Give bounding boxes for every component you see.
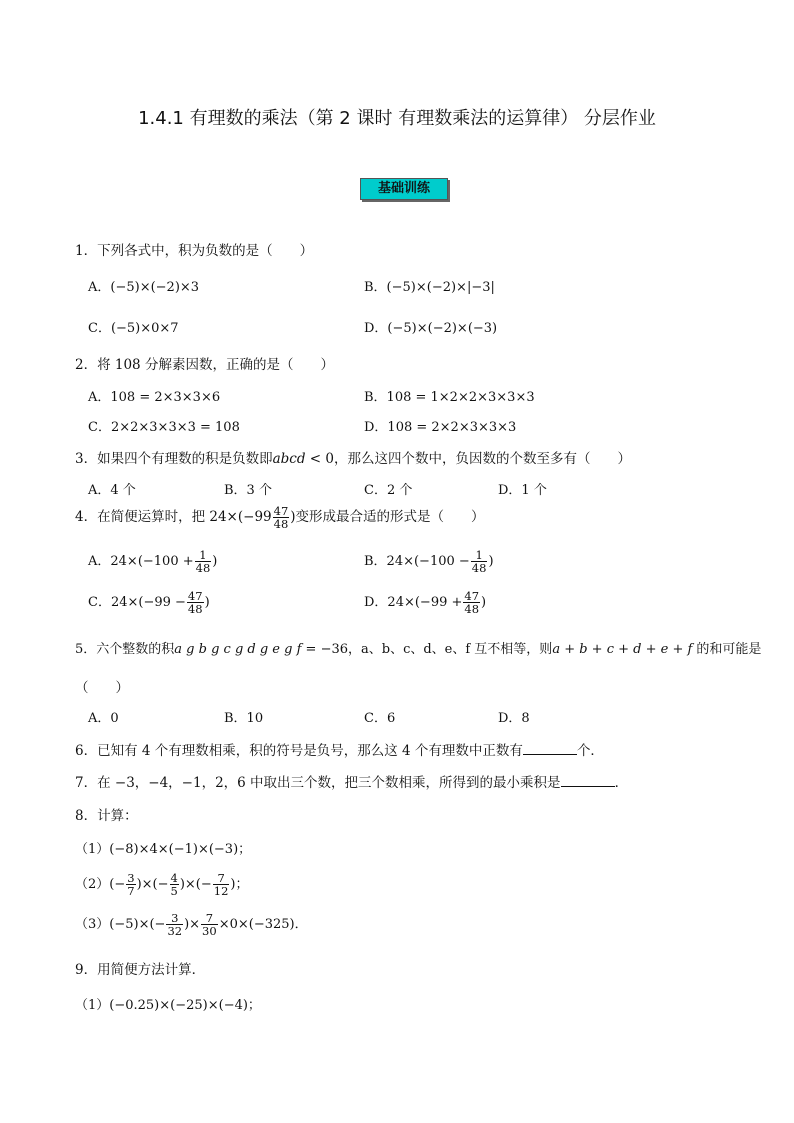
- page-title: 1.4.1 有理数的乘法（第 2 课时 有理数乘法的运算律） 分层作业: [138, 108, 656, 129]
- question-3-option-c: C．2 个: [364, 483, 413, 498]
- fraction-numerator: 7: [201, 912, 218, 925]
- option-fraction: [195, 549, 212, 574]
- option-text: C．24×(−99 −: [88, 595, 186, 611]
- expr-text: )×(−: [179, 877, 212, 893]
- option-close: ): [204, 595, 210, 611]
- question-4-fraction: [273, 505, 290, 530]
- question-7: [75, 771, 628, 791]
- fraction-denominator: 12: [213, 884, 229, 899]
- question-1-option-b: B．(−5)×(−2)×|−3|: [364, 280, 495, 295]
- question-3-stem-text-b: < 0，那么这四个数中，负因数的个数至多有（ ）: [305, 451, 631, 467]
- fraction-numerator: 47: [187, 589, 203, 603]
- question-8-part-1: （1）(−8)×4×(−1)×(−3)；: [75, 842, 252, 857]
- answer-blank[interactable]: [561, 774, 615, 787]
- expr-fraction: [126, 872, 135, 897]
- expr-text: )×(−: [136, 877, 169, 893]
- question-4-stem: [75, 505, 485, 530]
- expr-text: （2）(−: [75, 877, 126, 893]
- fraction-denominator: 48: [471, 561, 487, 576]
- expr-text: （3）(−5)×(−: [75, 917, 166, 933]
- fraction-numerator: 3: [166, 912, 183, 925]
- fraction-denominator: 7: [127, 884, 135, 899]
- question-3-option-b: B．3 个: [224, 483, 272, 498]
- question-5-stem-text-b: = −36，a、b、c、d、e、f 互不相等，则: [301, 642, 553, 657]
- fraction-denominator: 48: [273, 517, 289, 532]
- fraction-numerator: 1: [471, 549, 488, 562]
- fraction-denominator: 48: [195, 561, 211, 576]
- question-5-stem-text-a: 5．六个整数的积: [75, 642, 175, 657]
- fraction-numerator: 3: [127, 871, 135, 885]
- question-5-option-c: C．6: [364, 711, 396, 726]
- question-1-option-a: A．(−5)×(−2)×3: [88, 280, 200, 295]
- option-close: ): [212, 554, 218, 570]
- expr-fraction: [213, 872, 230, 897]
- question-7-text: 7．在 −3，−4，−1，2，6 中取出三个数，把三个数相乘，所得到的最小乘积是: [75, 775, 561, 791]
- fraction-numerator: 4: [170, 871, 178, 885]
- option-close: ): [488, 554, 494, 570]
- fraction-numerator: 7: [213, 872, 230, 885]
- question-4-option-c: [88, 590, 210, 615]
- question-6-end: 个．: [576, 743, 604, 759]
- question-8-part-2: [75, 872, 249, 897]
- question-4-option-d: [364, 590, 486, 615]
- question-1-stem: 1．下列各式中，积为负数的是（ ）: [75, 243, 314, 259]
- question-5-stem-text-c: 的和可能是: [692, 642, 762, 657]
- question-3-option-d: D．1 个: [498, 483, 547, 498]
- fraction-numerator: 47: [464, 589, 480, 603]
- fraction-denominator: 32: [167, 924, 183, 939]
- option-fraction: [187, 590, 204, 615]
- fraction-numerator: 1: [195, 549, 212, 562]
- question-8-part-3: [75, 912, 308, 937]
- option-text: A．24×(−100 +: [88, 554, 194, 570]
- question-2-option-d: D．108 = 2×2×3×3×3: [364, 420, 517, 435]
- expr-fraction: [170, 872, 179, 897]
- question-5-option-b: B．10: [224, 711, 264, 726]
- section-badge: 基础训练: [360, 178, 448, 200]
- expr-text: )；: [230, 877, 249, 893]
- question-2-option-a: A．108 = 2×3×3×6: [88, 390, 221, 405]
- fraction-denominator: 5: [170, 884, 178, 899]
- option-text: B．24×(−100 −: [364, 554, 470, 570]
- question-5-math-2: a + b + c + d + e + f: [552, 642, 693, 657]
- question-5-blank: （ ）: [75, 680, 129, 696]
- expr-fraction: [166, 912, 183, 937]
- question-9-part-1: （1）(−0.25)×(−25)×(−4)；: [75, 998, 261, 1013]
- fraction-denominator: 48: [464, 602, 480, 617]
- expr-fraction: [201, 912, 218, 937]
- question-4-option-b: [364, 549, 494, 574]
- question-2-stem: 2．将 108 分解素因数，正确的是（ ）: [75, 357, 334, 373]
- question-5-stem: [75, 638, 761, 657]
- fraction-numerator: 47: [273, 504, 289, 518]
- question-4-option-a: [88, 549, 217, 574]
- option-fraction: [463, 590, 480, 615]
- fraction-denominator: 30: [202, 924, 217, 939]
- question-8-stem: 8．计算：: [75, 808, 138, 824]
- question-3-math: abcd: [272, 451, 306, 467]
- question-1-option-c: C．(−5)×0×7: [88, 321, 179, 336]
- question-6: [75, 739, 604, 759]
- option-close: ): [481, 595, 487, 611]
- expr-text: ×0×(−325)．: [218, 917, 308, 933]
- question-9-stem: 9．用简便方法计算．: [75, 962, 206, 978]
- expr-text: )×: [184, 917, 201, 933]
- question-6-text: 6．已知有 4 个有理数相乘，积的符号是负号，那么这 4 个有理数中正数有: [75, 743, 523, 759]
- question-5-option-d: D．8: [498, 711, 530, 726]
- question-3-stem: [75, 447, 631, 467]
- question-3-option-a: A．4 个: [88, 483, 136, 498]
- fraction-denominator: 48: [187, 602, 203, 617]
- option-text: D．24×(−99 +: [364, 595, 463, 611]
- question-5-math: a g b g c g d g e g f: [174, 642, 302, 657]
- question-4-stem-text-a: 4．在简便运算时，把 24×(−99: [75, 509, 272, 526]
- question-7-end: ．: [614, 775, 629, 791]
- question-5-option-a: A．0: [88, 711, 119, 726]
- question-3-stem-text-a: 3．如果四个有理数的积是负数即: [75, 451, 273, 467]
- question-1-option-d: D．(−5)×(−2)×(−3): [364, 321, 498, 336]
- answer-blank[interactable]: [523, 742, 577, 755]
- option-fraction: [471, 549, 488, 574]
- question-4-stem-text-b: )变形成最合适的形式是（ ）: [290, 509, 485, 526]
- question-2-option-c: C．2×2×3×3×3 = 108: [88, 420, 240, 435]
- question-2-option-b: B．108 = 1×2×2×3×3×3: [364, 390, 535, 405]
